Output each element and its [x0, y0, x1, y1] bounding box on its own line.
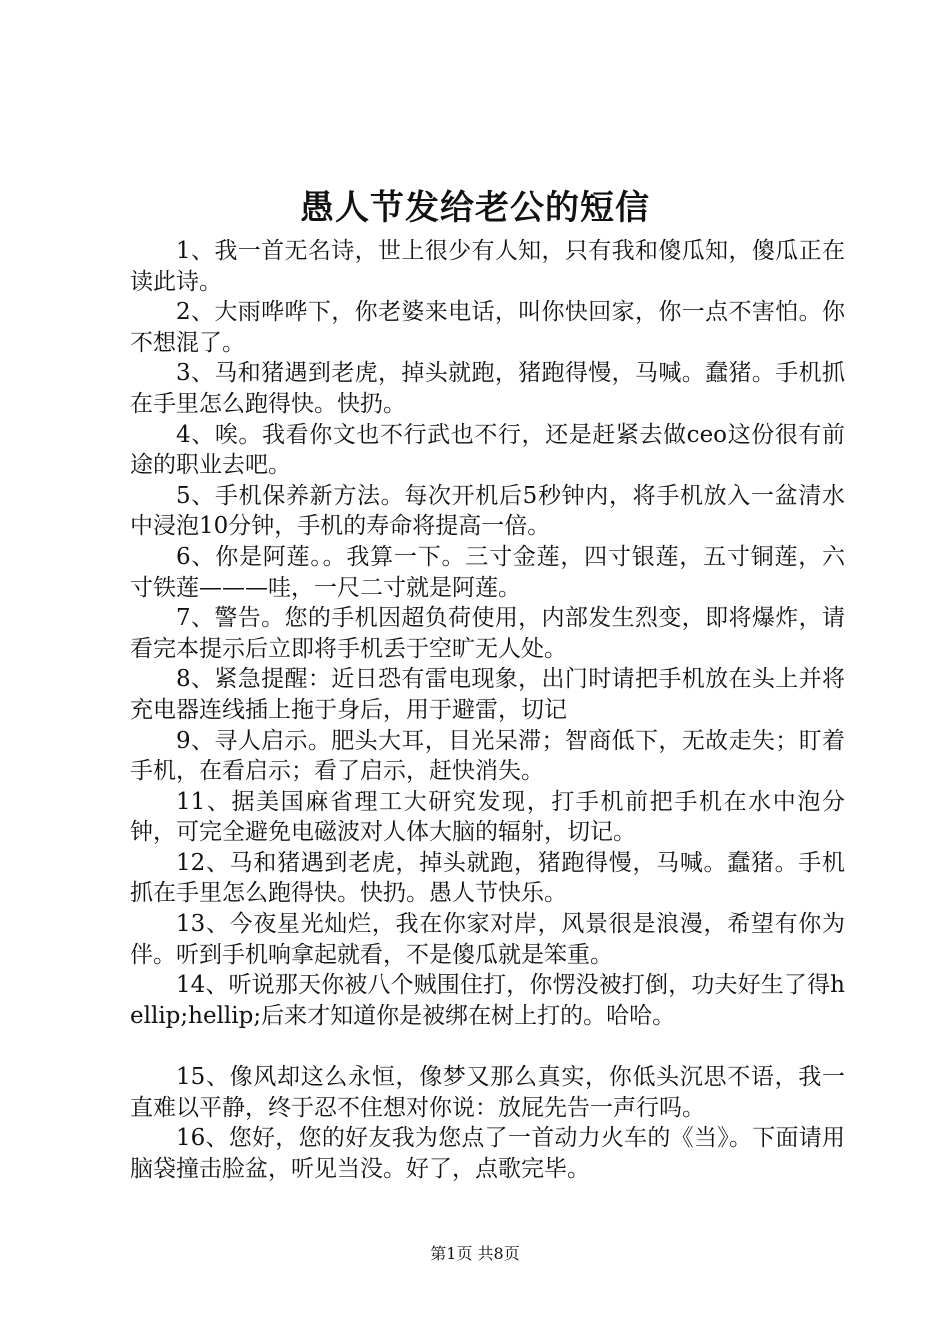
document-body: [130, 236, 845, 1184]
paragraph-5: 5、手机保养新方法。每次开机后5秒钟内，将手机放入一盆清水中浸泡10分钟，手机的寿命将提高一倍。: [130, 482, 845, 540]
paragraph-3: 3、马和猪遇到老虎，掉头就跑，猪跑得慢，马喊。蠢猪。手机抓在手里怎么跑得快。快扔。: [130, 360, 845, 417]
paragraph-11: 11、据美国麻省理工大研究发现，打手机前把手机在水中泡分钟，可完全避免电磁波对人体大脑的辐射，切记。: [130, 788, 845, 846]
paragraph-4: 4、唉。我看你文也不行武也不行，还是赶紧去做ceo这份很有前途的职业去吧。: [130, 421, 845, 479]
paragraph-6: 6、你是阿莲。。我算一下。三寸金莲，四寸银莲，五寸铜莲，六寸铁莲———哇，一尺二寸就是阿莲。: [130, 543, 845, 601]
paragraph-1: 1、我一首无名诗，世上很少有人知，只有我和傻瓜知，傻瓜正在读此诗。: [130, 238, 845, 295]
paragraph-14: 14、听说那天你被八个贼围住打，你愣没被打倒，功夫好生了得hellip;hellip;后来才知道你是被绑在树上打的。哈哈。: [130, 972, 845, 1029]
paragraph-2: 2、大雨哗哗下，你老婆来电话，叫你快回家，你一点不害怕。你不想混了。: [130, 299, 845, 356]
paragraph-7: 7、警告。您的手机因超负荷使用，内部发生烈变，即将爆炸，请看完本提示后立即将手机丢于空旷无人处。: [130, 605, 845, 662]
paragraph-15: 15、像风却这么永恒，像梦又那么真实，你低头沉思不语，我一直难以平静，终于忍不住想对你说：放屁先告一声行吗。: [130, 1064, 845, 1121]
paragraph-9: 9、寻人启示。肥头大耳，目光呆滞；智商低下，无故走失；盯着手机，在看启示；看了启示，赶快消失。: [130, 727, 845, 785]
document-title: 愚人节发给老公的短信: [300, 188, 650, 228]
paragraph-16: 16、您好，您的好友我为您点了一首动力火车的《当》。下面请用脑袋撞击脸盆，听见当没。好了，点歌完毕。: [130, 1125, 845, 1182]
page-footer: 第1页 共8页: [430, 1244, 520, 1263]
paragraph-12: 12、马和猪遇到老虎，掉头就跑，猪跑得慢，马喊。蠢猪。手机抓在手里怎么跑得快。快扔。愚人节快乐。: [130, 849, 845, 907]
paragraph-13: 13、今夜星光灿烂，我在你家对岸，风景很是浪漫，希望有你为伴。听到手机响拿起就看，不是傻瓜就是笨重。: [130, 911, 845, 968]
paragraph-8: 8、紧急提醒：近日恐有雷电现象，出门时请把手机放在头上并将充电器连线插上拖于身后，用于避雷，切记: [130, 666, 845, 723]
